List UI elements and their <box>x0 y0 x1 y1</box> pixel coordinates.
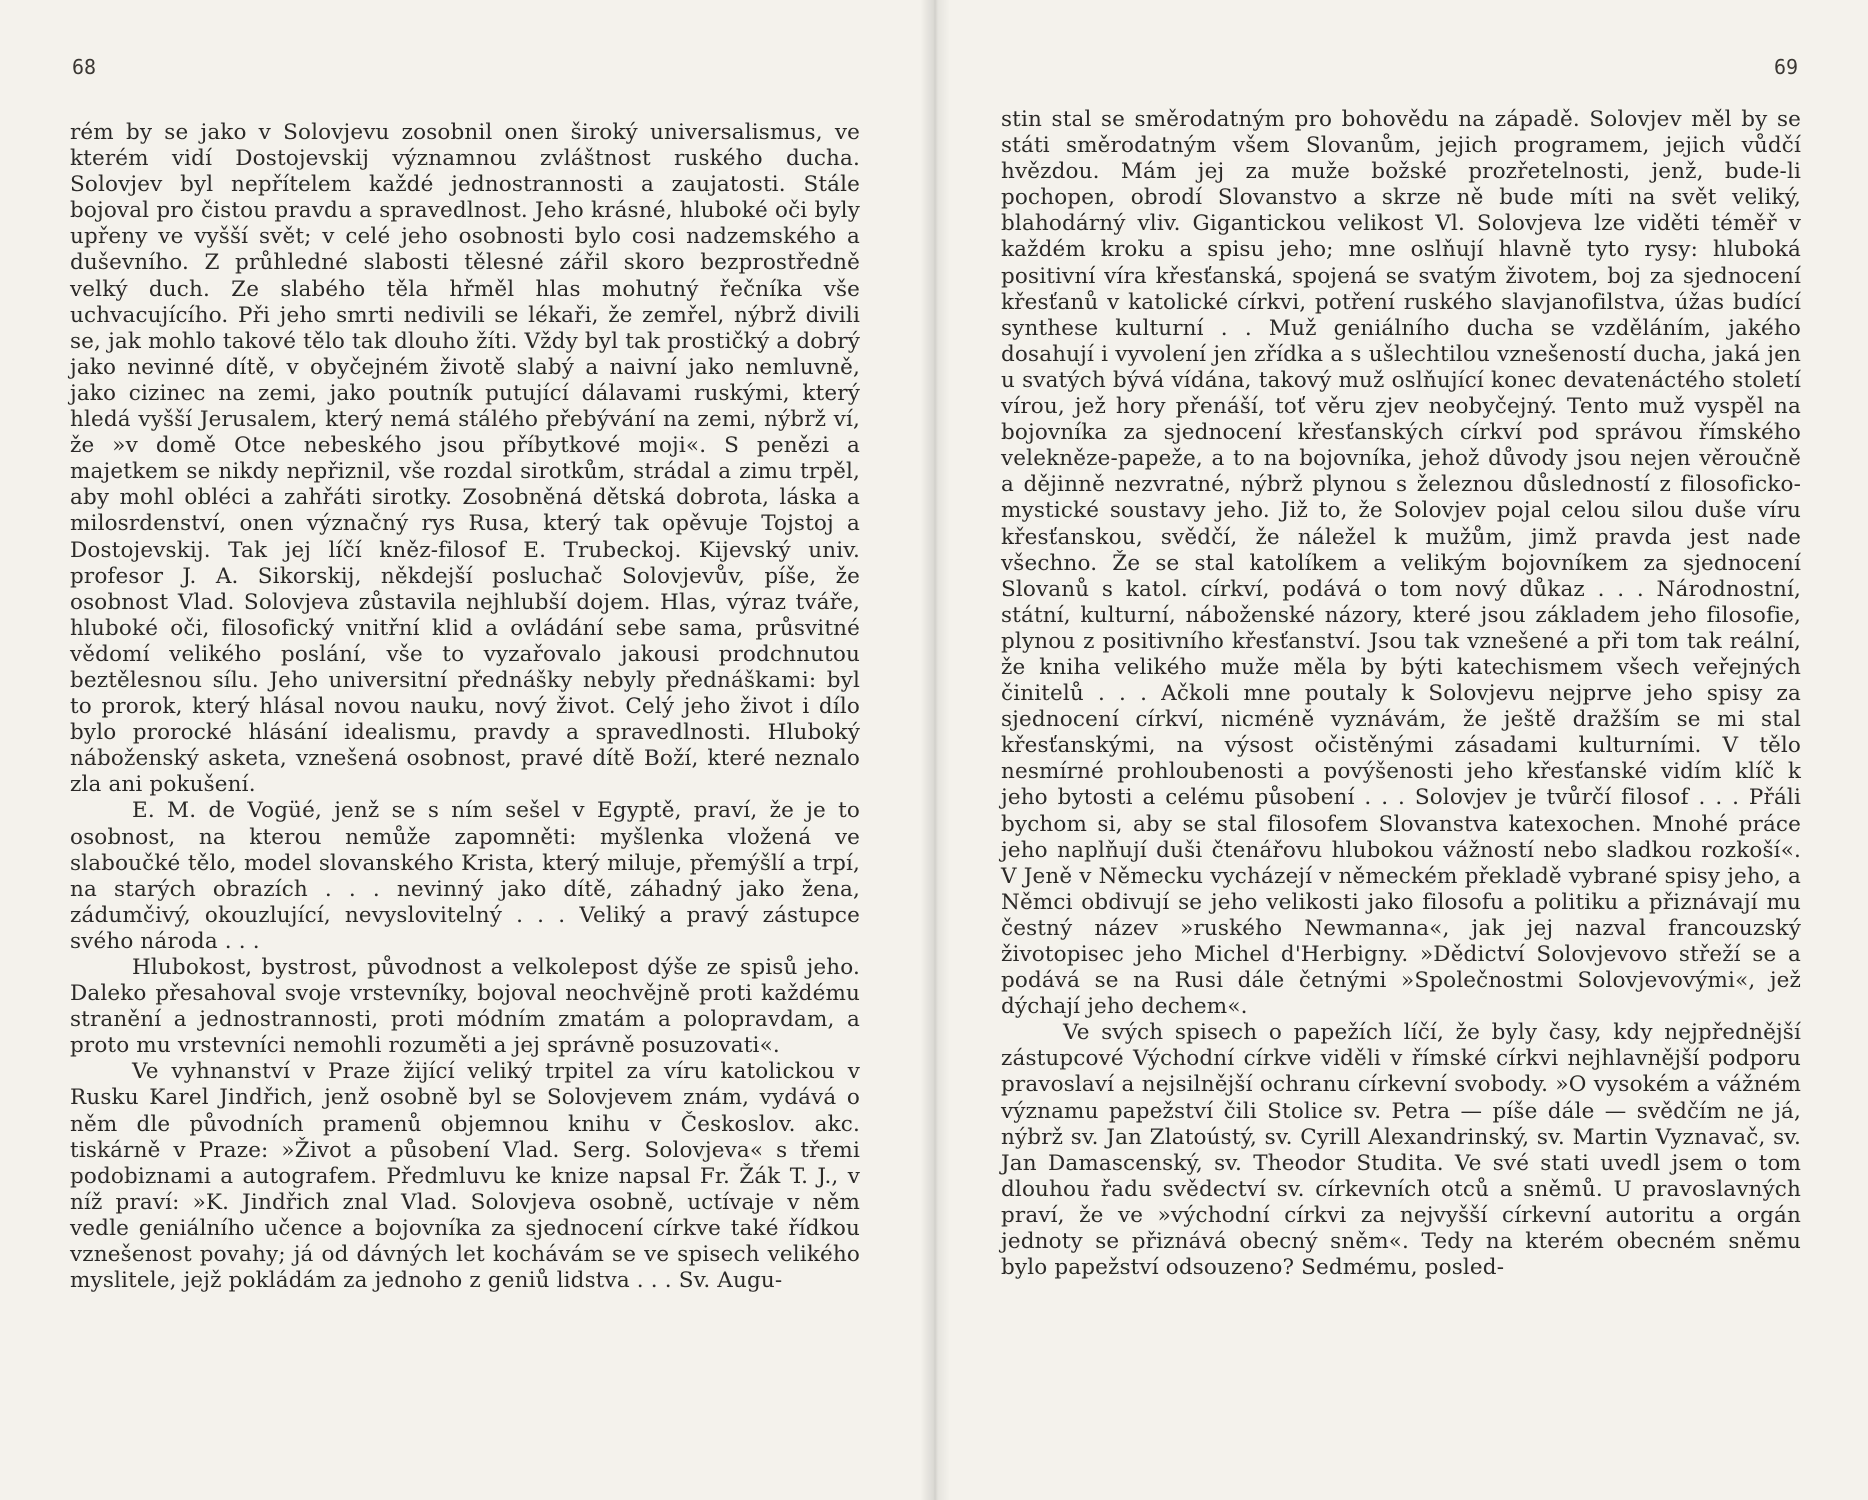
paragraph: rém by se jako v Solovjevu zosobnil onen široký universalismus, ve kterém vidí Dostojevskij významnou zvláštnost ruského ducha. Solovjev byl nepřítelem každé jednostrannosti a zaujatosti. Stále bojoval pro čistou pravdu a spravedlnost. Jeho krásné, hluboké oči byly upřeny ve vyšší svět; v celé jeho osobnosti bylo cosi nadzemského a duševního. Z průhledné slabosti tělesné zářil skoro bezprostředně velký duch. Ze slabého těla hřměl hlas mohutný řečníka vše uchvacujícího. Při jeho smrti nedivili se lékaři, že zemřel, nýbrž divili se, jak mohlo takové tělo tak dlouho žíti. Vždy byl tak prostičký a dobrý jako nevinné dítě, v obyčejném životě slabý a naivní jako nemluvně, jako cizinec na zemi, jako poutník putující dálavami ruskými, který hledá vyšší Jerusalem, který nemá stálého přebývání na zemi, nýbrž ví, že »v domě Otce nebeského jsou příbytkové moji«. S penězi a majetkem se nikdy nepřiznil, vše rozdal sirotkům, strádal a zimu trpěl, aby mohl obléci a zahřáti sirotky. Zosobněná dětská dobrota, láska a milosrdenství, onen význačný rys Rusa, který tak opěvuje Tojstoj a Dostojevskij. Tak jej líčí kněz-filosof E. Trubeckoj. Kijevský univ. profesor J. A. Sikorskij, někdejší posluchač Solovjevův, píše, že osobnost Vlad. Solovjeva zůstavila nejhlubší dojem. Hlas, výraz tváře, hluboké oči, filosofický vnitřní klid a ovládání sebe sama, průsvitné vědomí velikého poslání, vše to vyzařovalo jakousi prodchnutou beztělesnou sílu. Jeho universitní přednášky nebyly přednáškami: byl to prorok, který hlásal novou nauku, nový život. Celý jeho život i dílo bylo prorocké hlásání idealismu, pravdy a spravedlnosti. Hluboký náboženský asketa, vznešená osobnost, pravé dítě Boží, které neznalo zla ani pokušení. <box>70 120 860 798</box>
paragraph: Ve vyhnanství v Praze žijící veliký trpitel za víru katolickou v Rusku Karel Jindřich, jenž osobně byl se Solovjevem znám, vydává o něm dle původních pramenů objemnou knihu v Českoslov. akc. tiskárně v Praze: »Život a působení Vlad. Serg. Solovjeva« s třemi podobiznami a autografem. Předmluvu ke knize napsal Fr. Žák T. J., v níž praví: »K. Jindřich znal Vlad. Solovjeva osobně, uctívaje v něm vedle geniálního učence a bojovníka za sjednocení církve také řídkou vznešenost povahy; já od dávných let kochávám se ve spisech velikého myslitele, jejž pokládám za jednoho z geniů lidstva . . . Sv. Augu- <box>70 1059 860 1294</box>
right-page-number: 69 <box>1774 55 1799 79</box>
paragraph: Ve svých spisech o papežích líčí, že byly časy, kdy nejpřednější zástupcové Východní církve viděli v římské církvi nejhlavnější podporu pravoslaví a nejsilnější ochranu církevní svobody. »O vysokém a vážném významu papežství čili Stolice sv. Petra — píše dále — svědčím ne já, nýbrž sv. Jan Zlatoústý, sv. Cyrill Alexandrinský, sv. Martin Vyznavač, sv. Jan Damascenský, sv. Theodor Studita. Ve své stati uvedl jsem o tom dlouhou řadu svědectví sv. církevních otců a sněmů. U pravoslavných praví, že ve »východní církvi za nejvyšší církevní autoritu a orgán jednoty se přiznává obecný sněm«. Tedy na kterém obecném sněmu bylo papežství odsouzeno? Sedmému, posled- <box>1001 1020 1801 1281</box>
paragraph: stin stal se směrodatným pro bohovědu na západě. Solovjev měl by se státi směrodatným všem Slovanům, jejich programem, jejich vůdčí hvězdou. Mám jej za muže božské prozřetelnosti, jenž, bude-li pochopen, obrodí Slovanstvo a skrze ně bude míti na svět veliký, blahodárný vliv. Gigantickou velikost Vl. Solovjeva lze viděti téměř v každém kroku a spisu jeho; mne oslňují hlavně tyto rysy: hluboká positivní víra křesťanská, spojená se svatým životem, boj za sjednocení křesťanů v katolické církvi, potření ruského slavjanofilstva, úžas budící synthese kulturní . . Muž geniálního ducha se vzděláním, jakého dosahují i vyvolení jen zřídka a s ušlechtilou vznešeností ducha, jaká jen u svatých bývá vídána, takový muž oslňující konec devatenáctého století vírou, jež hory přenáší, toť věru zjev neobyčejný. Tento muž vyspěl na bojovníka za sjednocení křesťanských církví pod správou římského velekněze-papeže, a to na bojovníka, jehož důvody jsou nejen věroučně a dějinně nezvratné, nýbrž plynou s železnou důsledností z filosoficko-mystické soustavy jeho. Již to, že Solovjev pojal celou silou duše víru křesťanskou, svědčí, že náležel k mužům, jimž pravda jest nade všechno. Že se stal katolíkem a velikým bojovníkem za sjednocení Slovanů s katol. církví, podává o tom nový důkaz . . . Národnostní, státní, kulturní, náboženské názory, které jsou základem jeho filosofie, plynou z positivního křesťanství. Jsou tak vznešené a při tom tak reální, že kniha velikého muže měla by býti katechismem všech veřejných činitelů . . . Ačkoli mne poutaly k Solovjevu nejprve jeho spisy za sjednocení církví, nicméně vyznávám, že ještě dražším se mi stal křesťanskými, na výsost očistěnými zásadami kulturními. V tělo nesmírné prohloubenosti a povýšenosti jeho křesťanské vidím klíč k jeho bytosti a celému působení . . . Solovjev je tvůrčí filosof . . . Přáli bychom si, aby se stal filosofem Slovanstva katexochen. Mnohé práce jeho naplňují duši čtenářovu hlubokou vážností nebo sladkou rozkoší«. V Jeně v Německu vycházejí v německém překladě vybrané spisy jeho, a Němci obdivují se jeho velikosti jako filosofu a politiku a přiznávají mu čestný název »ruského Newmanna«, jak jej nazval francouzský životopisec jeho Michel d'Herbigny. »Dědictví Solovjevovo střeží se a podává se na Rusi dále četnými »Společnostmi Solovjevovými«, jež dýchají jeho dechem«. <box>1001 107 1801 1020</box>
right-page <box>934 0 1868 1500</box>
right-page-text <box>1001 107 1801 1281</box>
book-gutter-shadow <box>920 0 950 1500</box>
paragraph: E. M. de Vogüé, jenž se s ním sešel v Egyptě, praví, že je to osobnost, na kterou nemůže zapomněti: myšlenka vložená ve slaboučké tělo, model slovanského Krista, který miluje, přemýšlí a trpí, na starých obrazích . . . nevinný jako dítě, záhadný jako žena, zádumčivý, okouzlující, nevyslovitelný . . . Veliký a pravý zástupce svého národa . . . <box>70 798 860 954</box>
left-page-number: 68 <box>72 55 97 79</box>
paragraph: Hlubokost, bystrost, původnost a velkolepost dýše ze spisů jeho. Daleko přesahoval svoje vrstevníky, bojoval neochvějně proti každému stranění a jednostrannosti, proti módním zmatám a polopravdam, a proto mu vrstevníci nemohli rozuměti a jej správně posuzovati«. <box>70 955 860 1059</box>
left-page-text <box>70 120 860 1294</box>
